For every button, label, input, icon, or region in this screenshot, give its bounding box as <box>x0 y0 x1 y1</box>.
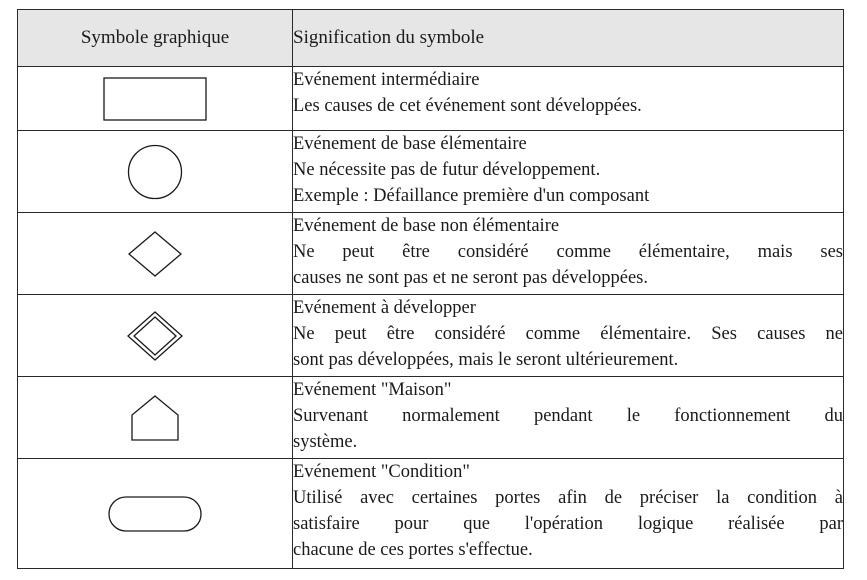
symbol-cell <box>18 295 293 377</box>
table-row <box>18 377 844 459</box>
diamond-icon <box>128 231 182 277</box>
symbol-table <box>17 9 844 569</box>
row-text-line: chacune de ces portes s'effectue. <box>293 540 533 560</box>
row-text-line: Les causes de cet événement sont développées. <box>293 96 642 116</box>
row-text-line: Ne peut être considéré comme élémentaire. Ses causes ne <box>293 324 843 344</box>
table-row <box>18 213 844 295</box>
row-text-line: Exemple : Défaillance première d'un composant <box>293 186 650 206</box>
double-diamond-icon <box>127 311 183 361</box>
row-text-line: Survenant normalement pendant le fonctionnement du <box>293 406 843 426</box>
symbol-cell <box>18 377 293 459</box>
description-cell <box>293 377 844 459</box>
table-row <box>18 67 844 131</box>
description-cell <box>293 131 844 213</box>
table-row <box>18 131 844 213</box>
row-title: Evénement intermédiaire <box>293 70 480 90</box>
row-title: Evénement "Condition" <box>293 462 470 482</box>
row-text-line: Ne nécessite pas de futur développement. <box>293 160 601 180</box>
row-text-line: Utilisé avec certaines portes afin de préciser la condition à <box>293 488 843 508</box>
row-title: Evénement à développer <box>293 298 476 318</box>
row-title: Evénement de base non élémentaire <box>293 216 560 236</box>
table-row <box>18 295 844 377</box>
header-symbol: Symbole graphique <box>18 10 293 67</box>
row-text-line: causes ne sont pas et ne seront pas développées. <box>293 268 648 288</box>
row-title: Evénement de base élémentaire <box>293 134 527 154</box>
table-row <box>18 459 844 569</box>
description-cell <box>293 213 844 295</box>
row-text-line: système. <box>293 432 358 452</box>
house-icon <box>131 395 179 441</box>
symbol-cell <box>18 459 293 569</box>
rectangle-icon <box>103 77 207 121</box>
symbol-cell <box>18 213 293 295</box>
table-header-row <box>18 10 844 67</box>
symbol-cell <box>18 67 293 131</box>
row-text-line: Ne peut être considéré comme élémentaire, mais ses <box>293 242 843 262</box>
row-title: Evénement "Maison" <box>293 380 452 400</box>
row-text-line: satisfaire pour que l'opération logique réalisée par <box>293 514 843 534</box>
symbol-cell <box>18 131 293 213</box>
circle-icon <box>127 144 183 200</box>
header-meaning: Signification du symbole <box>293 10 844 67</box>
oval-icon <box>108 496 202 532</box>
row-text-line: sont pas développées, mais le seront ultérieurement. <box>293 350 679 370</box>
description-cell <box>293 459 844 569</box>
description-cell <box>293 295 844 377</box>
description-cell <box>293 67 844 131</box>
